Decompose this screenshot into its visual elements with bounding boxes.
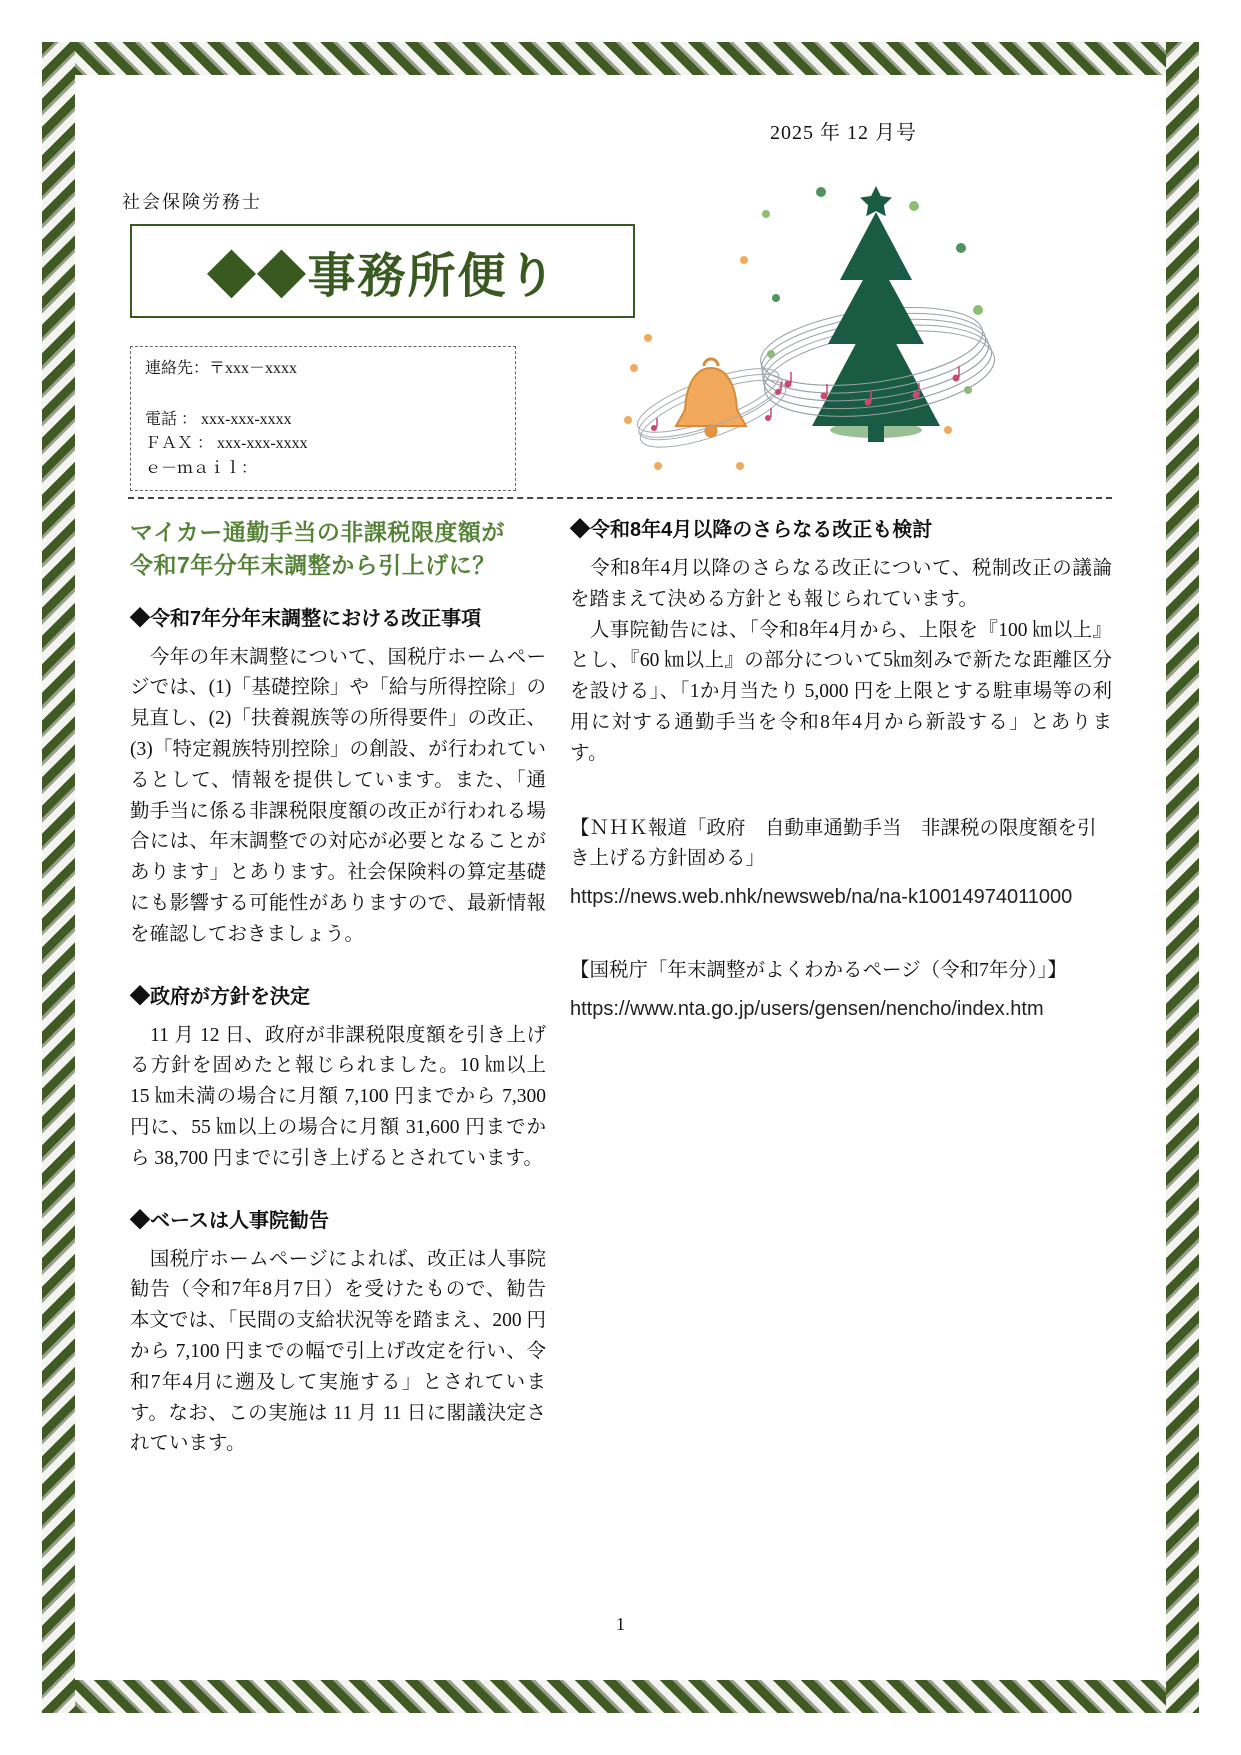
section-heading: ◆令和8年4月以降のさらなる改正も検討	[570, 519, 933, 541]
article-headline	[130, 516, 546, 583]
section-body: 今年の年末調整について、国税庁ホームページでは、(1)「基礎控除」や「給与所得控除」の見直し、(2)「扶養親族等の所得要件」の改正、(3)「特定親族特別控除」の創設、が行われているとして、情報を提供しています。また、「通勤手当に係る非課税限度額の改正が行われる場合には、年末調整での対応が必要となることがあります」とあります。社会保険料の算定基礎にも影響する可能性がありますので、最新情報を確認しておきましょう。	[130, 646, 546, 945]
contact-details	[145, 408, 501, 482]
decorative-border-top	[42, 42, 1199, 75]
section-paragraph-1: 令和8年4月以降のさらなる改正について、税制改正の議論を踏まえて決める方針とも報じられています。	[570, 558, 1112, 610]
reference-title: 【ＮＨＫ報道「政府 自動車通勤手当 非課税の限度額を引き上げる方針固める」	[570, 817, 1097, 869]
profession-label: 社会保険労務士	[122, 192, 262, 212]
christmas-tree-icon	[812, 212, 940, 442]
newsletter-title-box	[130, 224, 635, 318]
contact-address: 連絡先：〒xxx－xxxx	[145, 360, 298, 377]
star-icon	[860, 186, 892, 216]
reference-nta	[570, 956, 1112, 1024]
contact-phone: 電話 ： xxx-xxx-xxxx	[145, 410, 292, 428]
reference-url: https://www.nta.go.jp/users/gensen/nencho/index.htm	[570, 998, 1044, 1021]
section-heading: ◆ベースは人事院勧告	[130, 1209, 329, 1232]
christmas-illustration	[616, 178, 1016, 500]
page-number: 1	[616, 1614, 625, 1634]
contact-box	[130, 346, 516, 491]
decorative-border-right	[1166, 42, 1199, 1713]
section-paragraph-2: 人事院勧告には、「令和8年4月から、上限を『100 ㎞以上』とし、『60 ㎞以上』の部分について5㎞刻みで新たな距離区分を設ける」、「1か月当たり 5,000 円を上限とする駐車場等の利用に対する通勤手当を令和8年4月から新設する」とあります。	[570, 619, 1112, 764]
bell-icon	[676, 359, 746, 437]
section-heading: ◆令和7年分年末調整における改正事項	[130, 607, 482, 630]
confetti-dots	[624, 187, 983, 470]
newsletter-title: ◆◆事務所便り	[207, 249, 558, 303]
decorative-border-left	[42, 42, 75, 1713]
section-jinjiin-kankoku	[130, 1207, 546, 1461]
right-column	[570, 516, 1112, 1460]
issue-date: 2025 年 12 月号	[770, 122, 917, 144]
section-body: 国税庁ホームページによれば、改正は人事院勧告（令和7年8月7日）を受けたもので、勧告本文では、「民間の支給状況等を踏まえ、200 円から 7,100 円までの幅で引上げ改定を行い、令和7年4月に遡及して実施する」とされています。なお、この実施は 11 月 11 日に閣議決定されています。	[130, 1248, 546, 1455]
reference-nhk	[570, 814, 1112, 912]
contact-email: ｅ－ｍａｉｌ：	[145, 460, 258, 478]
section-sara-naru-kaisei	[570, 516, 1112, 770]
section-body: 11 月 12 日、政府が非課税限度額を引き上げる方針を固めたと報じられました。10 ㎞以上 15 ㎞未満の場合に月額 7,100 円までから 7,300 円に、55 ㎞以上の場合に月額 31,600 円までから 38,700 円までに引き上げるとされています。	[130, 1024, 546, 1169]
section-kaisei-jiko	[130, 605, 546, 951]
headline-line-2: 令和7年分年末調整から引上げに？	[130, 552, 496, 579]
christmas-illustration-svg	[616, 178, 1016, 500]
section-seifu-hoshin	[130, 983, 546, 1175]
contact-fax: ＦＡＸ ： xxx-xxx-xxxx	[145, 435, 308, 453]
reference-title: 【国税庁「年末調整がよくわかるページ（令和7年分）」】	[570, 960, 1067, 982]
decorative-border-bottom	[42, 1680, 1199, 1713]
reference-url: https://news.web.nhk/newsweb/na/na-k10014974011000	[570, 886, 1073, 909]
headline-line-1: マイカー通勤手当の非課税限度額が	[130, 519, 505, 545]
article-columns	[130, 516, 1112, 1460]
section-heading: ◆政府が方針を決定	[130, 985, 310, 1008]
left-column	[130, 516, 546, 1460]
dashed-divider	[128, 497, 1112, 499]
